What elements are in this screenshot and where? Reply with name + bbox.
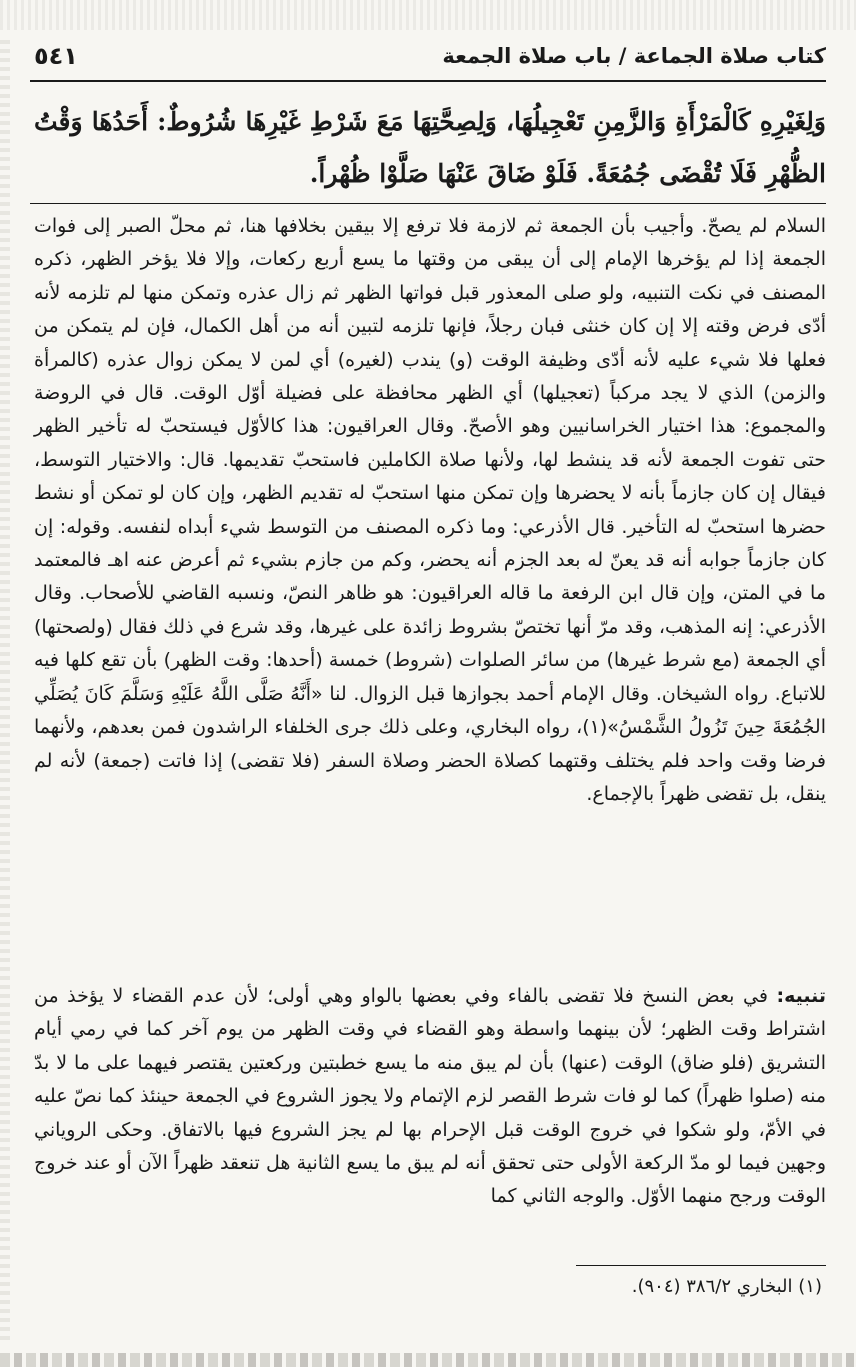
page-number: ٥٤١ — [34, 42, 78, 70]
footnote-rule — [576, 1265, 826, 1266]
scan-noise-bottom — [0, 1353, 856, 1367]
sharh-commentary — [34, 210, 826, 811]
tanbih-paragraph — [34, 980, 826, 1214]
scan-noise-top — [0, 0, 856, 30]
tanbih-text: في بعض النسخ فلا تقضى بالفاء وفي بعضها بالواو وهي أولى؛ لأن عدم القضاء لا يؤخذ من اشتراط وقت الظهر؛ لأن بينهما واسطة وهو القضاء في وقت الظهر من يوم آخر كما في رمي أيام التشريق (فلو ضاق) الوقت (عنها) بأن لم يبق منه ما يسع خطبتين وركعتين يقتصر فيهما على ما لا بدّ منه (صلوا ظهراً) كما لو فات شرط القصر لزم الإتمام ولا يجوز الشروع في الجمعة حينئذ كما نصّ عليه في الأمّ، ولو شكوا في خروج الوقت قبل الإحرام بها لم يجز الشروع فيها بالاتفاق. وحكى الروياني وجهين فيما لو مدّ الركعة الأولى حتى تحقق أنه لم يبق ما يسع الثانية هل تنعقد ظهراً الآن أو عند خروج الوقت ورجح منهما الأوّل. والوجه الثاني كما — [34, 985, 826, 1208]
matn-text: وَلِغَيْرِهِ كَالْمَرْأَةِ وَالزَّمِنِ تَعْجِيلُهَا، وَلِصِحَّتِهَا مَعَ شَرْطِ غَيْرِهَا شُرُوطٌ: أَحَدُهَا وَقْتُ الظُّهْرِ فَلَا تُقْضَى جُمُعَةً. فَلَوْ ضَاقَ عَنْهَا صَلَّوْا ظُهْراً. — [34, 107, 826, 188]
tanbih-label: تنبيه: — [776, 985, 827, 1007]
footnote: (١) البخاري ٣٨٦/٢ (٩٠٤). — [631, 1276, 822, 1297]
running-title: كتاب صلاة الجماعة / باب صلاة الجمعة — [442, 44, 826, 68]
running-header — [34, 38, 826, 76]
scan-noise-left — [0, 40, 10, 1340]
tanbih-section — [34, 980, 826, 1214]
sharh-paragraph: السلام لم يصحّ. وأجيب بأن الجمعة ثم لازمة فلا ترفع إلا بيقين بخلافها هنا، ثم محلّ الصبر إلى فوات الجمعة إذا لم يؤخرها الإمام إلى أن يبقى من وقتها ما يسع أربع ركعات، وإلا فلا يؤخر الظهر، ذكره المصنف في نكت التنبيه، ولو صلى المعذور قبل فواتها الظهر ثم زال عذره وتمكن منها لم تلزمه لأنه أدّى فرض وقته إلا إن كان خنثى فبان رجلاً، فإنها تلزمه لتبين أنه من أهل الكمال، فإن لم يتمكن من فعلها فلا شيء عليه لأنه أدّى وظيفة الوقت (و) يندب (لغيره) أي لمن لا يمكن زوال عذره (كالمرأة والزمن) الذي لا يجد مركباً (تعجيلها) أي الظهر محافظة على فضيلة أوّل الوقت. قال في الروضة والمجموع: هذا اختيار الخراسانيين وهو الأصحّ. وقال العراقيون: هذا كالأوّل فيستحبّ له تأخير الظهر حتى تفوت الجمعة لأنه قد ينشط لها، ولأنها صلاة الكاملين فاستحبّ تقديمها. قال: والاختيار التوسط، فيقال إن كان جازماً بأنه لا يحضرها وإن تمكن منها استحبّ له تقديم الظهر، وإن كان لو تمكن أو نشط حضرها استحبّ له التأخير. قال الأذرعي: وما ذكره المصنف من التوسط شيء أبداه لنفسه. وقوله: إن كان جازماً جوابه أنه قد يعنّ له بعد الجزم أنه يحضر، وكم من جازم بشيء ثم أعرض عنه اهـ فالمعتمد ما في المتن، وإن قال ابن الرفعة ما قاله العراقيون: هو ظاهر النصّ، ونسبه القاضي للأصحاب. وقال الأذرعي: إنه المذهب، وقد مرّ أنها تختصّ بشروط زائدة على غيرها، وقد شرع في ذلك فقال (ولصحتها) أي الجمعة (مع شرط غيرها) من سائر الصلوات (شروط) خمسة (أحدها: وقت الظهر) بأن تقع كلها فيه للاتباع. رواه الشيخان. وقال الإمام أحمد بجوازها قبل الزوال. لنا «أَنَّهُ صَلَّى اللَّهُ عَلَيْهِ وَسَلَّمَ كَانَ يُصَلِّي الجُمُعَةَ حِينَ تَزُولُ الشَّمْسُ»(١)، رواه البخاري، وعلى ذلك جرى الخلفاء الراشدون فمن بعدهم، ولأنهما فرضا وقت واحد فلم يختلف وقتهما كصلاة الحضر وصلاة السفر (فلا تقضى) إذا فاتت (جمعة) لأنه لم ينقل، بل تقضى ظهراً بالإجماع. — [34, 215, 826, 805]
matn-separator-rule — [30, 203, 826, 204]
header-rule — [30, 80, 826, 82]
